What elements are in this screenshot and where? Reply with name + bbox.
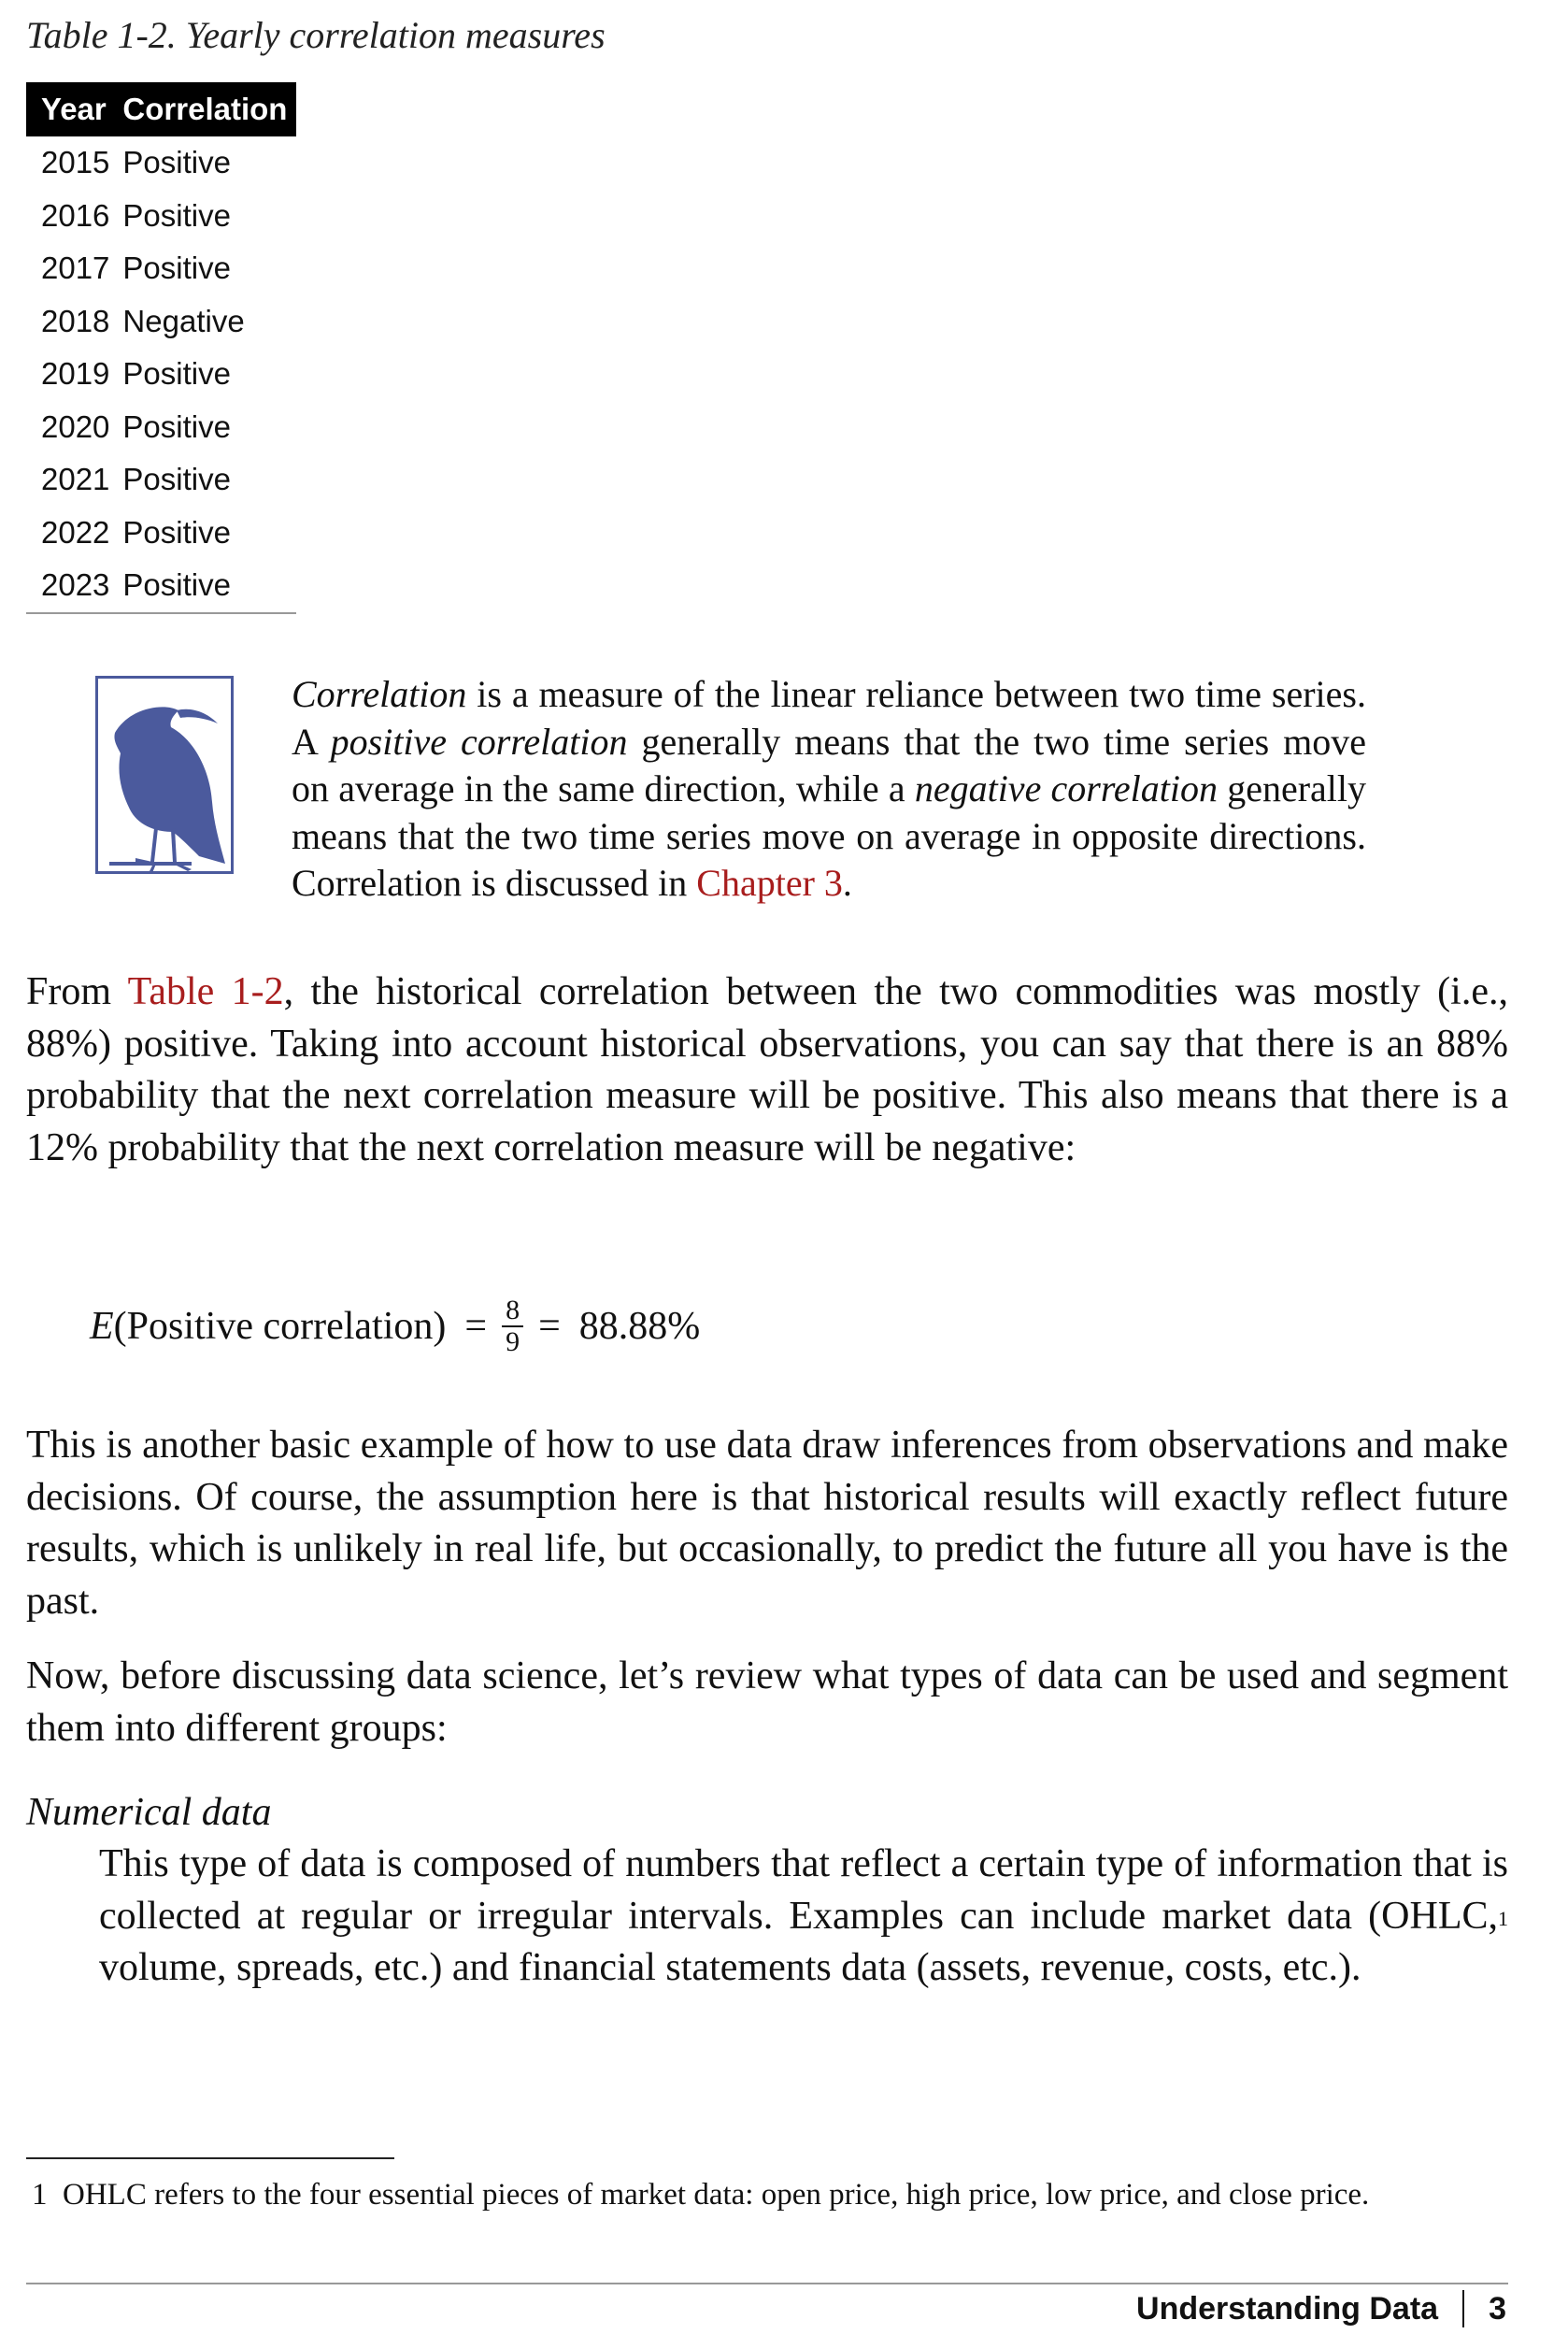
year-cell: 2016: [41, 197, 110, 233]
definition-body: [99, 1839, 1508, 1995]
year-cell: 2017: [41, 251, 110, 286]
column-header-correlation: Correlation: [119, 82, 296, 136]
correlation-cell: Positive: [122, 567, 231, 603]
correlation-cell: Positive: [122, 197, 231, 233]
footer-section-title: Understanding Data: [1136, 2290, 1439, 2327]
table-1-2-link[interactable]: Table 1-2: [127, 970, 284, 1013]
correlation-cell: Positive: [122, 145, 231, 180]
paragraph-text-segment: , the historical correlation between the two commodities was mostly (i.e., 88%) positive. Taking into account historical observations, you can say that there is an 88% probability that the next correlation measure will be positive. This also means that there is a 12% probability that the next correlation measure will be negative:: [26, 970, 1508, 1169]
correlation-cell: Positive: [122, 462, 231, 497]
equation-expectation-symbol: E: [90, 1305, 114, 1348]
footnote-divider: [26, 2157, 394, 2159]
table-row: [26, 559, 296, 613]
term-negative-correlation: negative correlation: [914, 767, 1219, 809]
footnote-text: OHLC refers to the four essential pieces of market data: open price, high price, low price, and close price.: [63, 2178, 1370, 2212]
year-cell: 2018: [41, 303, 110, 338]
note-text-segment: .: [842, 862, 852, 904]
equation-result: 88.88%: [578, 1305, 701, 1348]
equation-equals-sign: =: [538, 1305, 561, 1348]
footnote-reference[interactable]: 1: [1498, 1906, 1508, 1930]
footnote-number: 1: [32, 2178, 48, 2212]
correlation-cell: Positive: [122, 251, 231, 286]
fraction-denominator: 9: [506, 1326, 520, 1357]
note-text-segment: is a measure of the linear reliance between two time series. A: [292, 673, 1366, 763]
footnote: [32, 2178, 1369, 2212]
paragraph-table-discussion: [26, 967, 1508, 1174]
equation-equals-sign: =: [464, 1305, 488, 1348]
year-cell: 2015: [41, 145, 110, 180]
paragraph-text-segment: From: [26, 970, 128, 1013]
page-number: 3: [1489, 2290, 1506, 2327]
year-cell: 2019: [41, 356, 110, 392]
year-cell: 2022: [41, 514, 110, 550]
column-header-year: Year: [26, 82, 119, 136]
definition-text-segment: This type of data is composed of numbers that reflect a certain type of information that is collected at regular or irregular intervals. Examples can include market data (OHLC,: [99, 1842, 1508, 1938]
note-text-segment: generally means that the two time series move on average in opposite directions. Correlation is discussed in: [292, 767, 1367, 904]
table-row: [26, 190, 296, 243]
equation-lhs: (Positive correlation): [113, 1305, 447, 1348]
fraction-numerator: 8: [502, 1296, 523, 1327]
correlation-cell: Positive: [122, 514, 231, 550]
page-footer: [1136, 2290, 1506, 2327]
probability-equation: [90, 1294, 700, 1359]
table-row: [26, 507, 296, 560]
equation-fraction: [502, 1296, 523, 1357]
correlation-cell: Positive: [122, 356, 231, 392]
correlation-table: [26, 82, 296, 614]
bird-icon: [95, 676, 234, 874]
table-row: [26, 401, 296, 454]
table-row: [26, 453, 296, 507]
definition-text-segment: volume, spreads, etc.) and financial statements data (assets, revenue, costs, etc.).: [99, 1946, 1361, 1989]
chapter-3-link[interactable]: Chapter 3: [696, 862, 843, 904]
term-correlation: Correlation: [292, 673, 467, 715]
note-text-segment: generally means that the two time series move on average in the same direction, while a: [292, 720, 1366, 809]
table-header-row: [26, 82, 296, 136]
definition-term: Numerical data: [26, 1791, 272, 1834]
table-row: [26, 136, 296, 190]
table-row: [26, 242, 296, 295]
year-cell: 2021: [41, 462, 110, 497]
footer-separator: [1462, 2290, 1464, 2327]
paragraph-data-types-intro: Now, before discussing data science, let’s review what types of data can be used and segment them into different groups:: [26, 1654, 1508, 1750]
year-cell: 2023: [41, 567, 110, 603]
footer-divider: [26, 2283, 1508, 2284]
note-text: [292, 671, 1366, 908]
year-cell: 2020: [41, 408, 110, 444]
term-positive-correlation: positive correlation: [330, 720, 628, 763]
table-row: [26, 295, 296, 349]
paragraph-inference: This is another basic example of how to use data draw inferences from observations and make decisions. Of course, the assumption here is that historical results will exactly reflect future results, which is unlikely in real life, but occasionally, to predict the future all you have is the past.: [26, 1424, 1508, 1623]
correlation-cell: Positive: [122, 408, 231, 444]
table-row: [26, 348, 296, 401]
correlation-cell: Negative: [122, 303, 245, 338]
table-caption: Table 1-2. Yearly correlation measures: [26, 14, 606, 56]
